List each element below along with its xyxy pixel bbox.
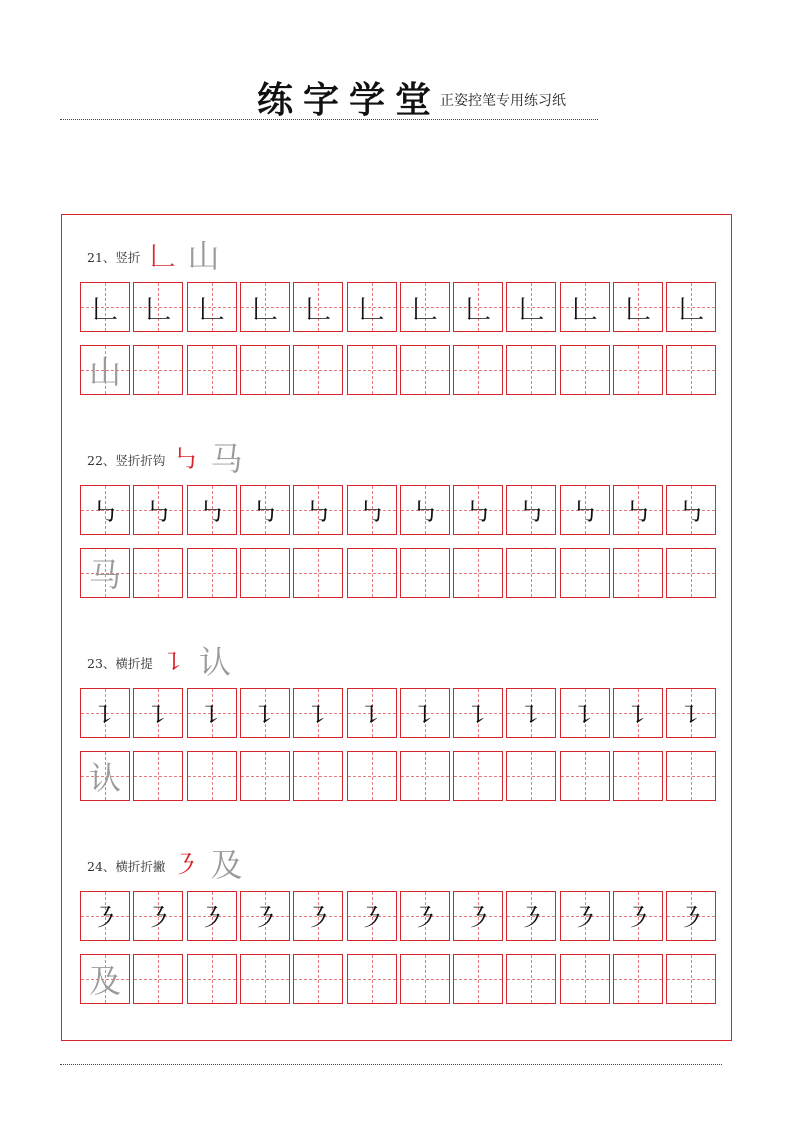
stroke-glyph: ㇋ — [145, 903, 172, 934]
practice-cell[interactable] — [133, 954, 183, 1004]
practice-cell[interactable] — [400, 891, 450, 941]
practice-cell[interactable] — [133, 751, 183, 801]
stroke-glyph: ㇉ — [411, 497, 438, 528]
model-character: 及 — [88, 962, 121, 1000]
stroke-glyph: ㇊ — [358, 700, 385, 731]
stroke-glyph: ㇋ — [571, 903, 598, 934]
section-label: 23、横折提 — [87, 656, 153, 671]
stroke-glyph: ㇉ — [678, 497, 705, 528]
practice-cell[interactable] — [506, 485, 556, 535]
practice-cell[interactable] — [133, 891, 183, 941]
stroke-glyph: ㇉ — [145, 497, 172, 528]
stroke-practice-row — [0, 688, 793, 738]
stroke-glyph: 𠃊 — [465, 294, 492, 325]
practice-cell[interactable] — [240, 485, 290, 535]
practice-cell[interactable] — [613, 485, 663, 535]
practice-cell[interactable] — [187, 751, 237, 801]
practice-cell[interactable] — [80, 688, 130, 738]
practice-cell[interactable] — [347, 891, 397, 941]
practice-cell[interactable] — [347, 282, 397, 332]
practice-cell[interactable] — [613, 345, 663, 395]
practice-cell[interactable] — [613, 891, 663, 941]
practice-cell[interactable] — [666, 954, 716, 1004]
stroke-glyph: ㇊ — [678, 700, 705, 731]
stroke-glyph: ㇉ — [624, 497, 651, 528]
practice-cell[interactable] — [613, 688, 663, 738]
practice-cell[interactable] — [347, 688, 397, 738]
stroke-glyph: ㇉ — [305, 497, 332, 528]
practice-cell[interactable] — [560, 751, 610, 801]
practice-cell[interactable] — [453, 954, 503, 1004]
practice-cell[interactable] — [666, 688, 716, 738]
model-character: 山 — [88, 353, 121, 391]
header-divider — [60, 119, 598, 120]
section-label: 24、横折折撇 — [87, 859, 166, 874]
practice-cell[interactable] — [666, 548, 716, 598]
model-character: 马 — [88, 556, 121, 594]
character-practice-row — [0, 345, 793, 395]
practice-cell[interactable] — [613, 751, 663, 801]
demo-stroke: ㇊ — [161, 648, 188, 678]
stroke-glyph: ㇉ — [358, 497, 385, 528]
practice-cell[interactable] — [293, 891, 343, 941]
stroke-glyph: 𠃊 — [251, 294, 278, 325]
practice-cell[interactable] — [453, 282, 503, 332]
stroke-glyph: ㇊ — [624, 700, 651, 731]
stroke-glyph: ㇉ — [198, 497, 225, 528]
practice-cell[interactable] — [240, 282, 290, 332]
practice-cell[interactable] — [560, 548, 610, 598]
practice-cell[interactable] — [80, 485, 130, 535]
practice-cell[interactable] — [400, 548, 450, 598]
demo-stroke: ㇉ — [172, 445, 199, 475]
practice-cell[interactable] — [293, 954, 343, 1004]
stroke-practice-row — [0, 485, 793, 535]
practice-cell[interactable] — [133, 548, 183, 598]
practice-cell[interactable] — [453, 891, 503, 941]
page-subtitle: 正姿控笔专用练习纸 — [440, 93, 566, 109]
practice-cell[interactable] — [293, 485, 343, 535]
practice-cell[interactable] — [560, 345, 610, 395]
practice-cell[interactable] — [240, 688, 290, 738]
stroke-glyph: 𠃊 — [358, 294, 385, 325]
practice-cell[interactable] — [187, 954, 237, 1004]
page-title: 练字学堂 — [257, 79, 442, 121]
stroke-glyph: ㇋ — [251, 903, 278, 934]
stroke-glyph: ㇋ — [411, 903, 438, 934]
practice-cell[interactable] — [80, 891, 130, 941]
practice-cell[interactable] — [453, 345, 503, 395]
practice-cell[interactable] — [133, 345, 183, 395]
practice-cell[interactable] — [347, 751, 397, 801]
stroke-glyph: 𠃊 — [571, 294, 598, 325]
practice-cell[interactable] — [666, 751, 716, 801]
stroke-glyph: 𠃊 — [145, 294, 172, 325]
stroke-glyph: ㇋ — [518, 903, 545, 934]
practice-cell[interactable] — [506, 891, 556, 941]
stroke-glyph: ㇊ — [411, 700, 438, 731]
stroke-practice-row — [0, 282, 793, 332]
stroke-glyph: ㇉ — [251, 497, 278, 528]
practice-cell[interactable] — [80, 751, 130, 801]
stroke-glyph: ㇊ — [145, 700, 172, 731]
practice-cell[interactable] — [560, 282, 610, 332]
stroke-glyph: ㇋ — [624, 903, 651, 934]
stroke-glyph: ㇉ — [465, 497, 492, 528]
footer-divider — [60, 1064, 722, 1065]
practice-cell[interactable] — [240, 345, 290, 395]
practice-cell[interactable] — [506, 688, 556, 738]
stroke-glyph: ㇋ — [358, 903, 385, 934]
practice-cell[interactable] — [560, 891, 610, 941]
practice-cell[interactable] — [347, 485, 397, 535]
practice-cell[interactable] — [506, 751, 556, 801]
practice-cell[interactable] — [560, 954, 610, 1004]
demo-character: 及 — [210, 846, 243, 884]
practice-cell[interactable] — [400, 282, 450, 332]
practice-cell[interactable] — [400, 751, 450, 801]
practice-cell[interactable] — [80, 548, 130, 598]
practice-cell[interactable] — [400, 688, 450, 738]
stroke-glyph: ㇊ — [251, 700, 278, 731]
practice-cell[interactable] — [187, 688, 237, 738]
practice-cell[interactable] — [453, 485, 503, 535]
character-practice-row — [0, 548, 793, 598]
stroke-glyph: ㇉ — [571, 497, 598, 528]
practice-cell[interactable] — [613, 282, 663, 332]
stroke-glyph: 𠃊 — [198, 294, 225, 325]
practice-cell[interactable] — [80, 954, 130, 1004]
practice-cell[interactable] — [347, 345, 397, 395]
character-practice-row — [0, 954, 793, 1004]
practice-cell[interactable] — [133, 485, 183, 535]
stroke-glyph: 𠃊 — [678, 294, 705, 325]
demo-character: 马 — [210, 440, 243, 478]
stroke-glyph: ㇊ — [465, 700, 492, 731]
practice-cell[interactable] — [506, 954, 556, 1004]
stroke-glyph: 𠃊 — [91, 294, 118, 325]
practice-cell[interactable] — [293, 688, 343, 738]
practice-cell[interactable] — [293, 548, 343, 598]
stroke-glyph: 𠃊 — [411, 294, 438, 325]
demo-stroke: ㇋ — [172, 851, 199, 881]
practice-cell[interactable] — [666, 891, 716, 941]
practice-cell[interactable] — [133, 688, 183, 738]
practice-cell[interactable] — [187, 485, 237, 535]
stroke-glyph: 𠃊 — [305, 294, 332, 325]
practice-cell[interactable] — [187, 548, 237, 598]
practice-cell[interactable] — [240, 548, 290, 598]
stroke-glyph: 𠃊 — [624, 294, 651, 325]
practice-cell[interactable] — [240, 751, 290, 801]
practice-cell[interactable] — [347, 954, 397, 1004]
practice-cell[interactable] — [293, 282, 343, 332]
practice-cell[interactable] — [613, 954, 663, 1004]
stroke-glyph: ㇊ — [198, 700, 225, 731]
stroke-glyph: 𠃊 — [518, 294, 545, 325]
practice-cell[interactable] — [453, 548, 503, 598]
stroke-glyph: ㇋ — [678, 903, 705, 934]
stroke-glyph: ㇊ — [571, 700, 598, 731]
stroke-glyph: ㇋ — [305, 903, 332, 934]
practice-cell[interactable] — [666, 345, 716, 395]
practice-cell[interactable] — [80, 282, 130, 332]
practice-cell[interactable] — [80, 345, 130, 395]
practice-cell[interactable] — [293, 751, 343, 801]
stroke-glyph: ㇉ — [518, 497, 545, 528]
practice-cell[interactable] — [240, 891, 290, 941]
demo-character: 山 — [187, 237, 220, 275]
stroke-glyph: ㇊ — [91, 700, 118, 731]
practice-cell[interactable] — [240, 954, 290, 1004]
practice-cell[interactable] — [453, 688, 503, 738]
practice-cell[interactable] — [187, 282, 237, 332]
practice-cell[interactable] — [453, 751, 503, 801]
practice-cell[interactable] — [400, 954, 450, 1004]
section-label: 21、竖折 — [87, 250, 141, 265]
practice-cell[interactable] — [187, 345, 237, 395]
practice-cell[interactable] — [666, 485, 716, 535]
practice-cell[interactable] — [133, 282, 183, 332]
practice-cell[interactable] — [347, 548, 397, 598]
stroke-glyph: ㇋ — [465, 903, 492, 934]
character-practice-row — [0, 751, 793, 801]
practice-cell[interactable] — [400, 485, 450, 535]
practice-cell[interactable] — [506, 548, 556, 598]
practice-cell[interactable] — [560, 688, 610, 738]
practice-cell[interactable] — [666, 282, 716, 332]
demo-stroke: 𠃊 — [149, 242, 176, 272]
stroke-practice-row — [0, 891, 793, 941]
practice-cell[interactable] — [293, 345, 343, 395]
stroke-glyph: ㇊ — [518, 700, 545, 731]
practice-cell[interactable] — [187, 891, 237, 941]
stroke-glyph: ㇊ — [305, 700, 332, 731]
practice-cell[interactable] — [613, 548, 663, 598]
model-character: 认 — [88, 759, 121, 797]
stroke-glyph: ㇉ — [91, 497, 118, 528]
practice-cell[interactable] — [560, 485, 610, 535]
practice-cell[interactable] — [506, 282, 556, 332]
section-label: 22、竖折折钩 — [87, 453, 166, 468]
practice-cell[interactable] — [506, 345, 556, 395]
stroke-glyph: ㇋ — [91, 903, 118, 934]
stroke-glyph: ㇋ — [198, 903, 225, 934]
demo-character: 认 — [199, 643, 232, 681]
practice-cell[interactable] — [400, 345, 450, 395]
